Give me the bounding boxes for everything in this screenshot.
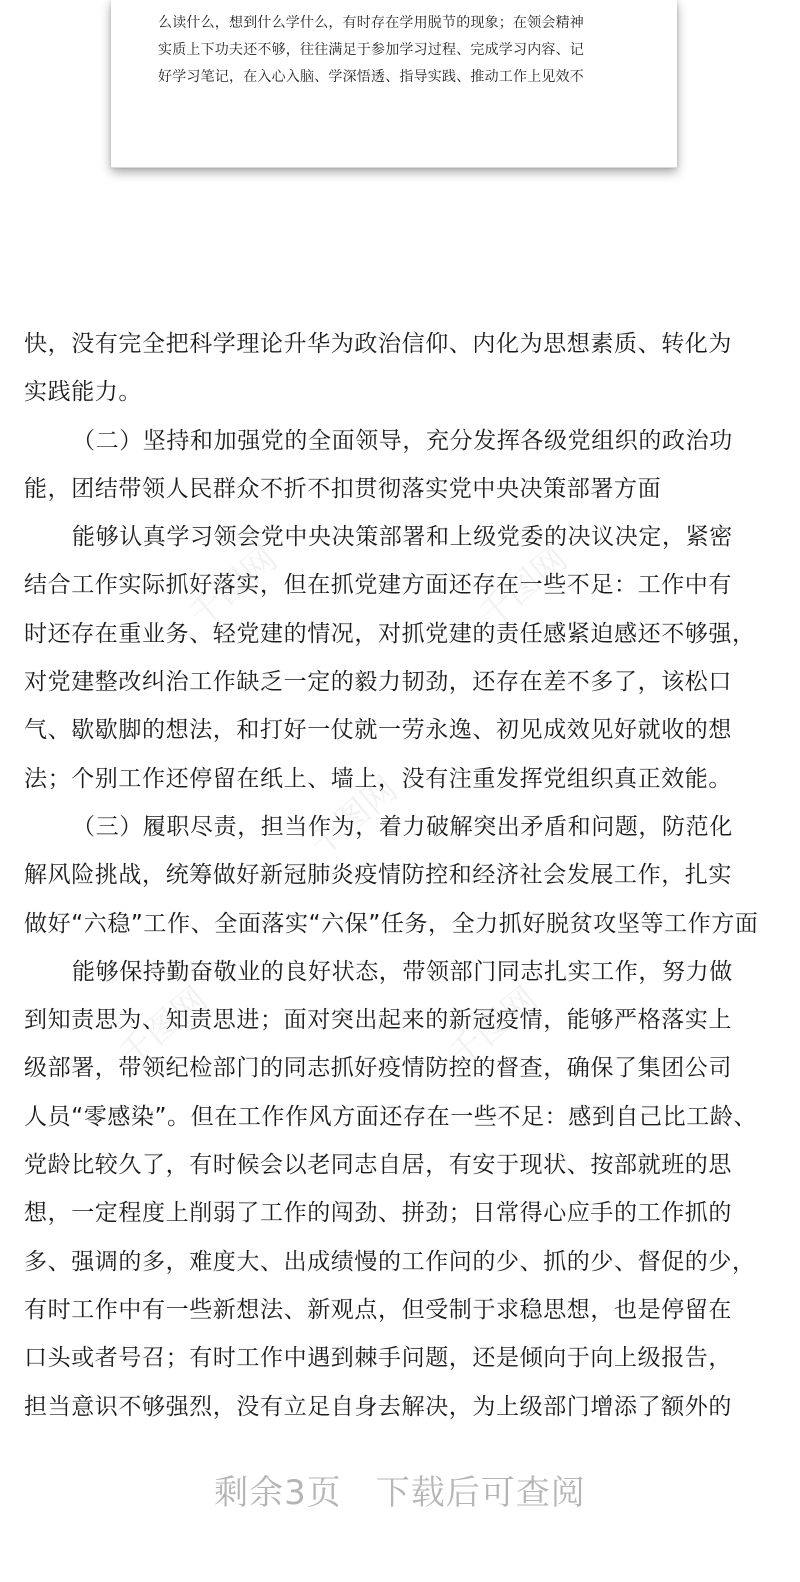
watermark: 千图网 [181,539,286,636]
body-line: 气、歇歇脚的想法，和打好一仗就一劳永逸、初见成效见好就收的想 [24,717,732,744]
body-line: 担当意识不够强烈，没有立足自身去解决，为上级部门增添了额外的 [24,1393,732,1420]
download-prompt[interactable] [0,1465,800,1514]
preview-line: 好学习笔记，在入心入脑、学深悟透、指导实践、推动工作上见效不 [158,69,584,85]
body-line: 时还存在重业务、轻党建的情况，对抓党建的责任感紧迫感还不够强， [24,620,756,647]
body-line: 级部署，带领纪检部门的同志抓好疫情防控的督查，确保了集团公司 [24,1055,732,1082]
body-line: 实践能力。 [24,379,142,406]
watermark: 千图网 [111,979,216,1076]
body-line: 到知责思为、知责思进；面对突出起来的新冠疫情，能够严格落实上 [24,1007,732,1034]
watermark: 千图网 [471,539,576,636]
section-heading: 解风险挑战，统筹做好新冠肺炎疫情防控和经济社会发展工作，扎实 [24,862,732,889]
body-line: 结合工作实际抓好落实，但在抓党建方面还存在一些不足：工作中有 [24,572,732,599]
document-preview-card [111,0,677,168]
preview-line: 么读什么，想到什么学什么，有时存在学用脱节的现象；在领会精神 [158,15,584,31]
watermark: 千图网 [441,979,546,1076]
section-heading: （三）履职尽责，担当作为，着力破解突出矛盾和问题，防范化 [72,813,733,840]
body-line: 能够保持勤奋敬业的良好状态，带领部门同志扎实工作，努力做 [72,958,733,985]
document-body [24,320,776,1431]
body-line: 快，没有完全把科学理论升华为政治信仰、内化为思想素质、转化为 [24,331,732,357]
section-heading: 做好“六稳”工作、全面落实“六保”任务，全力抓好脱贫攻坚等工作方面 [24,910,759,937]
watermark: 千图网 [301,769,406,866]
body-line: 对党建整改纠治工作缺乏一定的毅力韧劲，还存在差不多了，该松口 [24,669,732,696]
section-heading: 能，团结带领人民群众不折不扣贯彻落实党中央决策部署方面 [24,475,662,502]
body-line: 想，一定程度上削弱了工作的闯劲、拼劲；日常得心应手的工作抓的 [24,1200,732,1227]
body-line: 多、强调的多，难度大、出成绩慢的工作问的少、抓的少、督促的少， [24,1248,756,1275]
section-heading: （二）坚持和加强党的全面领导，充分发挥各级党组织的政治功 [72,427,733,454]
body-line: 人员“零感染”。但在工作作风方面还存在一些不足：感到自己比工龄、 [24,1103,758,1130]
download-to-view-label: 下载后可查阅 [375,1473,586,1513]
remaining-pages-label: 剩余3页 [214,1473,342,1513]
body-line: 能够认真学习领会党中央决策部署和上级党委的决议决定，紧密 [72,524,733,551]
body-line: 口头或者号召；有时工作中遇到棘手问题，还是倾向于向上级报告， [24,1345,732,1372]
preview-text [158,10,638,91]
body-line: 有时工作中有一些新想法、新观点，但受制于求稳思想，也是停留在 [24,1296,732,1323]
preview-line: 实质上下功夫还不够，往往满足于参加学习过程、完成学习内容、记 [158,42,584,58]
body-line: 党龄比较久了，有时候会以老同志自居，有安于现状、按部就班的思 [24,1152,732,1179]
body-line: 法；个别工作还停留在纸上、墙上，没有注重发挥党组织真正效能。 [24,765,732,792]
